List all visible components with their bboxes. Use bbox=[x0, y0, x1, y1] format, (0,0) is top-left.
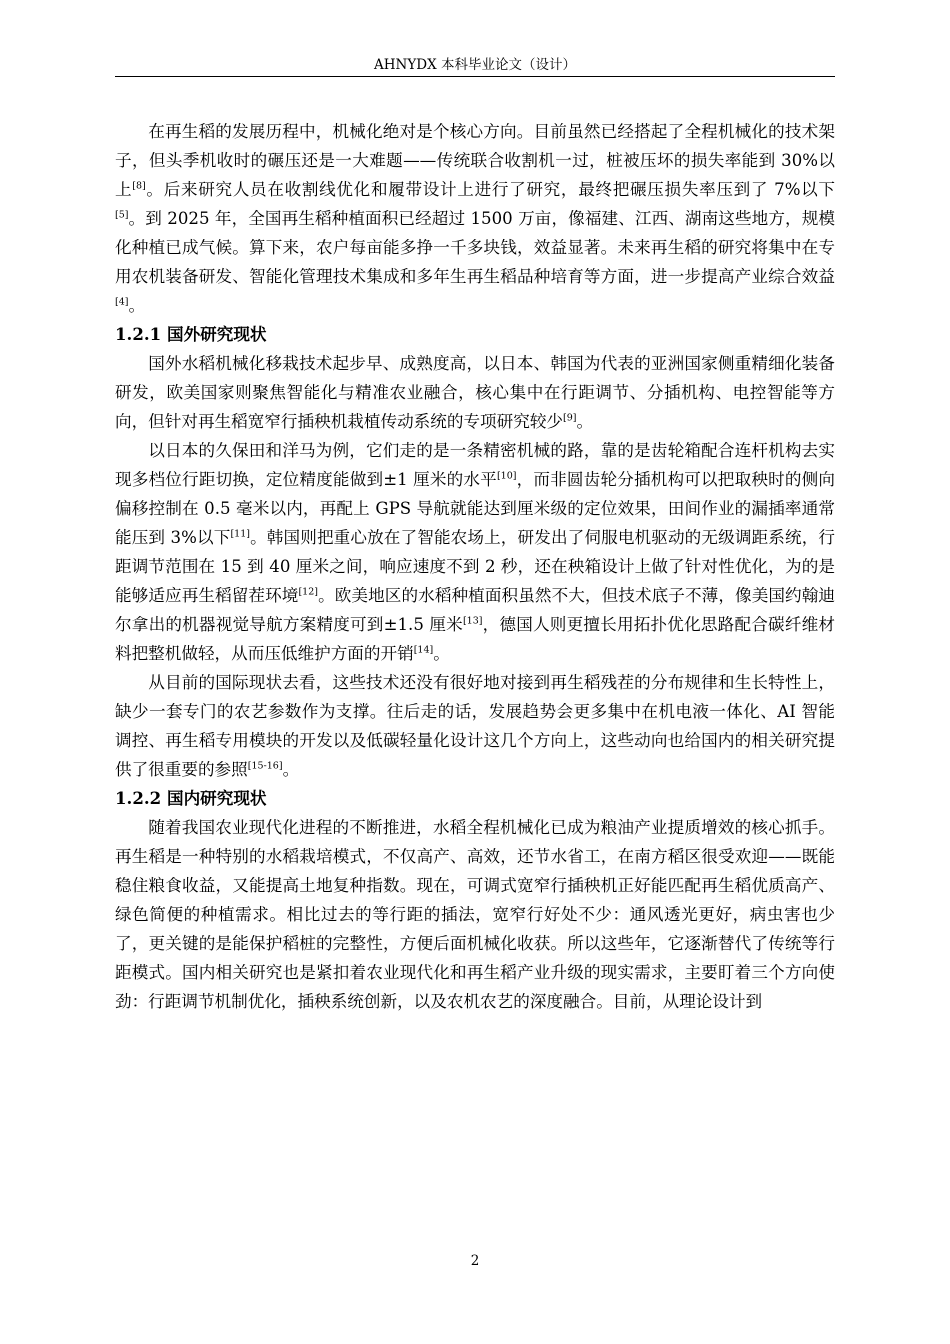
citation: [8] bbox=[132, 180, 146, 192]
citation: [9] bbox=[563, 412, 577, 424]
page-number: 2 bbox=[470, 1253, 480, 1269]
body-text bbox=[115, 117, 835, 1016]
paragraph-regeneration-mechanization: 在再生稻的发展历程中，机械化绝对是个核心方向。目前虽然已经搭起了全程机械化的技术架子，但头季机收时的碾压还是一大难题——传统联合收割机一过，桩被压坏的损失率能到 30%以上[8]。后来研究人员在收割线优化和履带设计上进行了研究，最终把碾压损失率压到了 7%以下[5]。到 2025 年，全国再生稻种植面积已经超过 1500 万亩，像福建、江西、湖南这些地方，规模化种植已成气候。算下来，农户每亩能多挣一千多块钱，效益显著。未来再生稻的研究将集中在专用农机装备研发、智能化管理技术集成和多年生再生稻品种培育等方面，进一步提高产业综合效益[4]。 bbox=[115, 122, 835, 315]
citation: [13] bbox=[462, 615, 483, 627]
paragraph-foreign-overview: 国外水稻机械化移栽技术起步早、成熟度高，以日本、韩国为代表的亚洲国家侧重精细化装备研发，欧美国家则聚焦智能化与精准农业融合，核心集中在行距调节、分插机构、电控智能等方向，但针对再生稻宽窄行插秧机栽植传动系统的专项研究较少[9]。 bbox=[115, 354, 835, 431]
paragraph-foreign-trends: 从目前的国际现状去看，这些技术还没有很好地对接到再生稻残茬的分布规律和生长特性上，缺少一套专门的农艺参数作为支撑。往后走的话，发展趋势会更多集中在机电液一体化、AI 智能调控、再生稻专用模块的开发以及低碳轻量化设计这几个方向上，这些动向也给国内的相关研究提供了很重要的参照[15-16]。 bbox=[115, 673, 835, 779]
running-header: AHNYDX 本科毕业论文（设计） bbox=[374, 57, 576, 73]
citation: [15-16] bbox=[247, 760, 283, 772]
paragraph-domestic-overview: 随着我国农业现代化进程的不断推进，水稻全程机械化已成为粮油产业提质增效的核心抓手。再生稻是一种特别的水稻栽培模式，不仅高产、高效，还节水省工，在南方稻区很受欢迎——既能稳住粮食收益，又能提高土地复种指数。现在，可调式宽窄行插秧机正好能匹配再生稻优质高产、绿色简便的种植需求。相比过去的等行距的插法，宽窄行好处不少：通风透光更好，病虫害也少了，更关键的是能保护稻桩的完整性，方便后面机械化收获。所以这些年，它逐渐替代了传统等行距模式。国内相关研究也是紧扣着农业现代化和再生稻产业升级的现实需求，主要盯着三个方向使劲：行距调节机制优化，插秧系统创新，以及农机农艺的深度融合。目前，从理论设计到 bbox=[115, 818, 835, 1011]
citation: [4] bbox=[115, 296, 129, 308]
paragraph-foreign-examples: 以日本的久保田和洋马为例，它们走的是一条精密机械的路，靠的是齿轮箱配合连杆机构去实现多档位行距切换，定位精度能做到±1 厘米的水平[10]，而非圆齿轮分插机构可以把取秧时的侧向偏移控制在 0.5 毫米以内，再配上 GPS 导航就能达到厘米级的定位效果，田间作业的漏插率通常能压到 3%以下[11]。韩国则把重心放在了智能农场上，研发出了伺服电机驱动的无级调距系统，行距调节范围在 15 到 40 厘米之间，响应速度不到 2 秒，还在秧箱设计上做了针对性优化，为的是能够适应再生稻留茬环境[12]。欧美地区的水稻种植面积虽然不大，但技术底子不薄，像美国约翰迪尔拿出的机器视觉导航方案精度可到±1.5 厘米[13]，德国人则更擅长用拓扑优化思路配合碳纤维材料把整机做轻，从而压低维护方面的开销[14]。 bbox=[115, 441, 836, 663]
section-heading-foreign-research: 1.2.1 国外研究现状 bbox=[115, 324, 267, 344]
citation: [11] bbox=[230, 528, 250, 540]
citation: [12] bbox=[298, 586, 318, 598]
citation: [14] bbox=[413, 644, 434, 656]
citation: [10] bbox=[496, 470, 517, 482]
header-rule bbox=[115, 76, 835, 77]
citation: [5] bbox=[115, 209, 129, 221]
section-heading-domestic-research: 1.2.2 国内研究现状 bbox=[115, 788, 267, 808]
